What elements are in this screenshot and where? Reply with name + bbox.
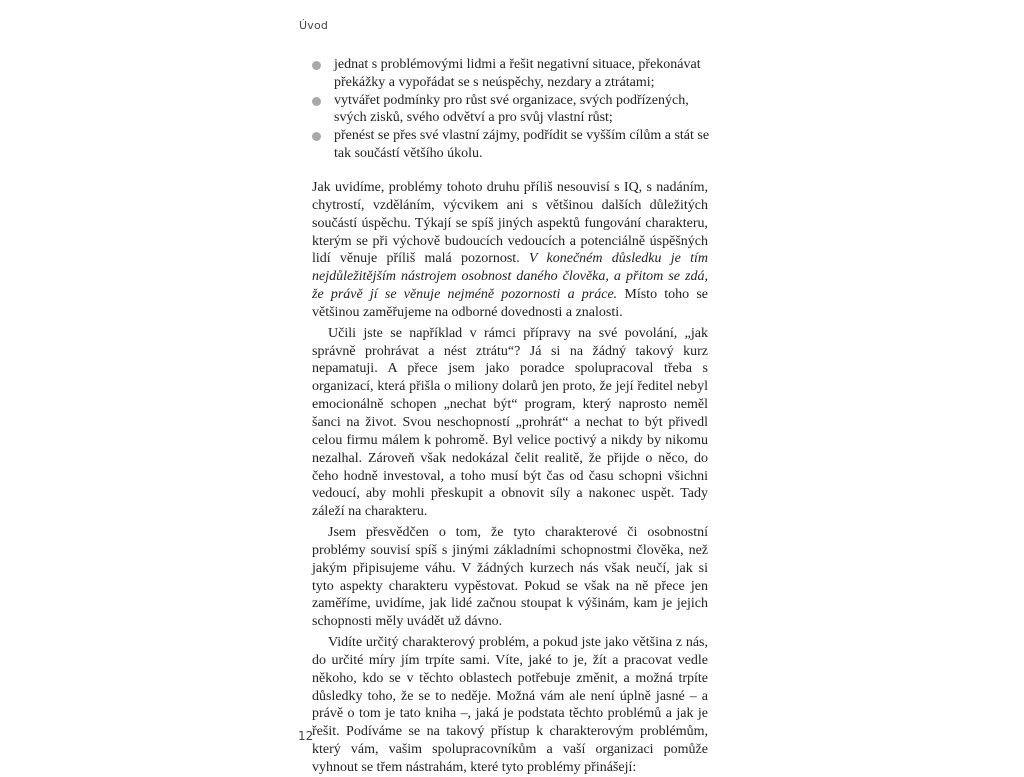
running-head: Úvod — [299, 19, 329, 32]
list-item — [310, 127, 720, 163]
list-item — [310, 56, 720, 92]
paragraph-text: Místo toho se většinou zaměřujeme na odborné dovednosti a znalosti. — [312, 287, 709, 320]
paragraph: Jsem přesvědčen o tom, že tyto charakterové či osobnostní problémy souvisí spíš s jinými základními schopnostmi člověka, než jakým připisujeme váhu. V žádných kurzech nás však neučí, jak si tyto aspekty charakteru vypěstovat. Pokud se však na ně přece jen zaměříme, uvidíme, jak lidé začnou stoupat k výšinám, kam je jejich schopnosti měly uvádět už dávno. — [312, 525, 708, 630]
body-text — [312, 179, 708, 777]
paragraph: Učili jste se například v rámci přípravy na své povolání, „jak správně prohrávat a nést ztrátu“? Já si na žádný takový kurz nepamatuji. A přece jsem jako poradce spolupracoval třeba s organizací, která přišla o miliony dolarů jen proto, že její ředitel nebyl emocionálně schopen „nechat být“ program, který naprosto neměl šanci na život. Svou neschopností „prohrát“ a nechat to být přivedl celou firmu málem k pohromě. Byl velice poctivý a nikdy by nikomu nezalhal. Zároveň však nedokázal čelit realitě, že přijde o něco, do čeho hodně investoval, a toho musí být čas od času schopni všichni vedoucí, aby mohli přeskupit a obnovit síly a nakonec uspět. Tady záleží na charakteru. — [312, 325, 708, 520]
list-item — [310, 92, 720, 128]
list-item-text: jednat s problémovými lidmi a řešit negativní situace, překonávat překážky a vypořádat se s neúspěchy, nezdary a ztrátami; — [334, 57, 701, 90]
paragraph: Vidíte určitý charakterový problém, a pokud jste jako většina z nás, do určité míry jím trpíte sami. Víte, jaké to je, žít a pracovat vedle někoho, kdo se v těchto oblastech potřebuje změnit, a možná trpíte důsledky toho, že se to neděje. Možná vám ale není úplně jasné – a právě o tom je tato kniha –, jaká je podstata těchto problémů a jak je řešit. Podíváme se na takový přístup k charakterovým problémům, který vám, vašim spolupracovníkům a vaší organizaci pomůže vyhnout se třem nástrahám, které tyto problémy přinášejí: — [312, 635, 708, 775]
paragraph — [312, 179, 708, 322]
list-item-text: vytvářet podmínky pro růst své organizace, svých podřízených, svých zisků, svého odvětví a pro svůj vlastní růst; — [334, 92, 689, 126]
paragraph-text: Jak uvidíme, problémy tohoto druhu příliš nesouvisí s IQ, s nadáním, chytrostí, vzděláním, výcvikem ani s většinou dalších důležitých součástí úspěchu. Týkají se spíš jiných aspektů fungování charakteru, kterým se při výchově budoucích vedoucích a potenciálně úspěšných lidí věnuje příliš malá pozornost. — [312, 180, 708, 267]
emphasized-text: V konečném důsledku je tím nejdůležitějším nástrojem osobnost daného člověka, a přitom se zdá, že právě jí se věnuje nejméně pozornosti a práce. — [312, 251, 709, 303]
bullet-dot-icon — [312, 97, 321, 106]
bullet-dot-icon — [312, 61, 321, 70]
bullet-list — [310, 56, 720, 163]
list-item-text: přenést se přes své vlastní zájmy, podřídit se vyšším cílům a stát se tak součástí většího úkolu. — [334, 128, 710, 161]
bullet-dot-icon — [312, 132, 321, 141]
page-number: 12 — [298, 729, 314, 743]
